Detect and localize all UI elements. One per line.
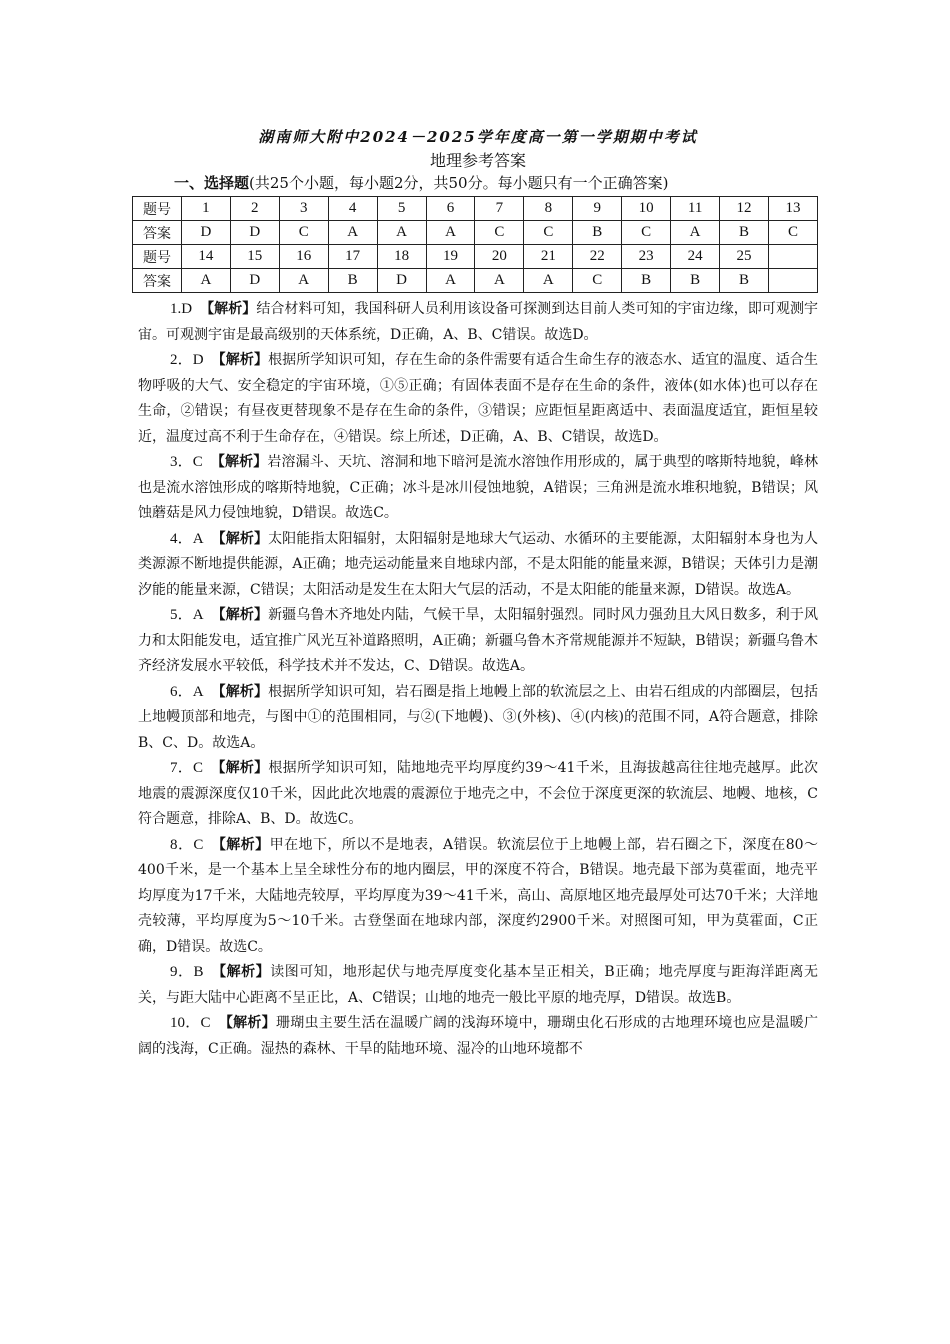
explanation-answer: 1.D xyxy=(170,301,193,317)
question-number-row xyxy=(133,245,818,269)
explanation-text: 根据所学知识可知，岩石圈是指上地幔上部的软流层之上、由岩石组成的内部圈层，包括上地幔顶部和地壳，与图中①的范围相同，与②(下地幔)、③(外核)、④(内核)的范围不同，A符合题意，排除B、C、D。故选A。 xyxy=(138,683,819,751)
answer-row xyxy=(133,269,818,293)
section-heading-note: (共25个小题，每小题2分，共50分。每小题只有一个正确答案) xyxy=(249,174,669,192)
explanation-answer: 3．C xyxy=(170,454,203,470)
question-number-cell: 1 xyxy=(181,197,230,221)
explanation-answer: 6．A xyxy=(170,683,204,700)
question-number-cell: 12 xyxy=(720,197,769,221)
question-number-cell xyxy=(768,245,817,269)
question-number-row xyxy=(133,197,818,221)
answer-cell: B xyxy=(720,269,769,293)
explanation-tag: 【解析】 xyxy=(211,760,269,776)
answer-cell: A xyxy=(426,269,475,293)
answer-cell: C xyxy=(524,221,573,245)
row-label-cell: 答案 xyxy=(133,221,182,245)
question-number-cell: 22 xyxy=(573,245,622,269)
explanation-item xyxy=(138,348,818,450)
row-label-cell: 题号 xyxy=(133,197,182,221)
answer-cell: A xyxy=(181,269,230,293)
explanation-tag: 【解析】 xyxy=(218,1015,276,1031)
question-number-cell: 8 xyxy=(524,197,573,221)
answer-cell: A xyxy=(279,269,328,293)
answer-cell: A xyxy=(328,221,377,245)
explanation-text: 结合材料可知，我国科研人员利用该设备可探测到达目前人类可知的宇宙边缘，即可观测宇宙。可观测宇宙是最高级别的天体系统，D正确，A、B、C错误。故选D。 xyxy=(138,301,818,343)
question-number-cell: 15 xyxy=(230,245,279,269)
explanation-answer: 4．A xyxy=(170,530,204,547)
answer-cell: B xyxy=(573,221,622,245)
answer-cell xyxy=(768,269,817,293)
answer-cell: A xyxy=(377,221,426,245)
explanation-text: 根据所学知识可知，存在生命的条件需要有适合生命生存的液态水、适宜的温度、适合生物呼吸的大气、安全稳定的宇宙环境，①⑤正确；有固体表面不是存在生命的条件，液体(如水体)也可以存在生命，②错误；有昼夜更替现象不是存在生命的条件，③错误；应距恒星距离适中、表面温度适宜，距恒星较近，温度过高不利于生命存在，④错误。综上所述，D正确，A、B、C错误，故选D。 xyxy=(138,352,819,445)
answer-cell: C xyxy=(573,269,622,293)
question-number-cell: 20 xyxy=(475,245,524,269)
answer-cell: D xyxy=(377,269,426,293)
explanation-item xyxy=(138,297,818,348)
explanation-answer: 2．D xyxy=(170,352,204,368)
explanation-item xyxy=(138,756,818,833)
answer-cell: B xyxy=(328,269,377,293)
explanation-answer: 8．C xyxy=(170,836,204,853)
question-number-cell: 17 xyxy=(328,245,377,269)
question-number-cell: 16 xyxy=(279,245,328,269)
explanation-tag: 【解析】 xyxy=(210,454,268,470)
answer-cell: A xyxy=(475,269,524,293)
explanation-text: 甲在地下，所以不是地表，A错误。软流层位于上地幔上部，岩石圈之下，深度在80～400千米，是一个基本上呈全球性分布的地内圈层，甲的深度不符合，B错误。地壳最下部为莫霍面，地壳平均厚度为17千米，大陆地壳较厚，平均厚度为39～41千米，高山、高原地区地壳最厚处可达70千米；大洋地壳较薄，平均厚度为5～10千米。古登堡面在地球内部，深度约2900千米。对照图可知，甲为莫霍面，C正确，D错误。故选C。 xyxy=(138,836,819,955)
explanation-text: 太阳能指太阳辐射，太阳辐射是地球大气运动、水循环的主要能源，太阳辐射本身也为人类源源不断地提供能源，A正确；地壳运动能量来自地球内部，不是太阳能的能量来源，B错误；天体引力是潮汐能的能量来源，C错误；太阳活动是发生在太阳大气层的活动，不是太阳能的能量来源，D错误。故选A。 xyxy=(138,530,819,598)
question-number-cell: 21 xyxy=(524,245,573,269)
explanation-item xyxy=(138,833,818,961)
document-subtitle: 地理参考答案 xyxy=(429,151,526,170)
answer-cell: A xyxy=(524,269,573,293)
section-heading xyxy=(174,172,818,194)
answer-cell: D xyxy=(230,269,279,293)
question-number-cell: 3 xyxy=(279,197,328,221)
question-number-cell: 25 xyxy=(720,245,769,269)
explanation-text: 珊瑚虫主要生活在温暖广阔的浅海环境中，珊瑚虫化石形成的古地理环境也应是温暖广阔的浅海，C正确。湿热的森林、干旱的陆地环境、湿冷的山地环境都不 xyxy=(138,1015,819,1057)
explanation-tag: 【解析】 xyxy=(211,352,269,368)
answer-cell: A xyxy=(671,221,720,245)
answer-table xyxy=(132,196,818,293)
explanation-item xyxy=(138,960,818,1011)
document-title: 湖南师大附中2024－2025学年度高一第一学期期中考试 xyxy=(258,128,698,146)
answer-cell: D xyxy=(181,221,230,245)
explanation-text: 根据所学知识可知，陆地地壳平均厚度约39～41千米，且海拔越高往往地壳越厚。此次地震的震源深度仅10千米，因此此次地震的震源位于地壳之中，不会位于深度更深的软流层、地幔、地核，C符合题意，排除A、B、D。故选C。 xyxy=(138,760,818,827)
explanation-item xyxy=(138,450,818,527)
answer-cell: A xyxy=(426,221,475,245)
explanation-tag: 【解析】 xyxy=(211,836,270,853)
explanation-text: 读图可知，地形起伏与地壳厚度变化基本呈正相关，B正确；地壳厚度与距海洋距离无关，与距大陆中心距离不呈正比，A、C错误；山地的地壳一般比平原的地壳厚，D错误。故选B。 xyxy=(138,964,818,1006)
explanation-tag: 【解析】 xyxy=(211,964,271,980)
explanation-item xyxy=(138,1011,818,1062)
explanation-answer: 9．B xyxy=(170,964,204,980)
question-number-cell: 7 xyxy=(475,197,524,221)
explanation-answer: 5．A xyxy=(170,607,204,623)
question-number-cell: 19 xyxy=(426,245,475,269)
answer-cell: B xyxy=(622,269,671,293)
question-number-cell: 24 xyxy=(671,245,720,269)
explanation-tag: 【解析】 xyxy=(211,683,269,700)
answer-cell: D xyxy=(230,221,279,245)
explanation-text: 新疆乌鲁木齐地处内陆，气候干旱，太阳辐射强烈。同时风力强劲且大风日数多，利于风力和太阳能发电，适宜推广风光互补道路照明，A正确；新疆乌鲁木齐常规能源并不短缺，B错误；新疆乌鲁木齐经济发展水平较低，科学技术并不发达，C、D错误。故选A。 xyxy=(138,607,819,674)
explanation-text: 岩溶漏斗、天坑、溶洞和地下暗河是流水溶蚀作用形成的，属于典型的喀斯特地貌，峰林也是流水溶蚀形成的喀斯特地貌，C正确；冰斗是冰川侵蚀地貌，A错误；三角洲是流水堆积地貌，B错误；风蚀蘑菇是风力侵蚀地貌，D错误。故选C。 xyxy=(138,454,818,521)
question-number-cell: 18 xyxy=(377,245,426,269)
question-number-cell: 13 xyxy=(768,197,817,221)
explanation-tag: 【解析】 xyxy=(211,530,269,547)
explanation-tag: 【解析】 xyxy=(211,607,269,623)
question-number-cell: 11 xyxy=(671,197,720,221)
answer-cell: C xyxy=(475,221,524,245)
explanation-item xyxy=(138,603,818,680)
answer-cell: C xyxy=(622,221,671,245)
row-label-cell: 题号 xyxy=(133,245,182,269)
answer-cell: B xyxy=(671,269,720,293)
explanation-item xyxy=(138,680,818,757)
answer-cell: B xyxy=(720,221,769,245)
question-number-cell: 6 xyxy=(426,197,475,221)
question-number-cell: 5 xyxy=(377,197,426,221)
answer-row xyxy=(133,221,818,245)
explanation-answer: 10．C xyxy=(170,1015,211,1031)
explanation-item xyxy=(138,527,818,604)
question-number-cell: 23 xyxy=(622,245,671,269)
explanation-tag: 【解析】 xyxy=(200,301,257,317)
answer-cell: C xyxy=(279,221,328,245)
question-number-cell: 10 xyxy=(622,197,671,221)
answer-document xyxy=(138,126,818,1062)
section-heading-label: 一、选择题 xyxy=(174,174,250,192)
explanation-answer: 7．C xyxy=(170,760,204,776)
question-number-cell: 4 xyxy=(328,197,377,221)
explanations-list xyxy=(138,297,818,1062)
answer-cell: C xyxy=(768,221,817,245)
row-label-cell: 答案 xyxy=(133,269,182,293)
question-number-cell: 2 xyxy=(230,197,279,221)
question-number-cell: 9 xyxy=(573,197,622,221)
question-number-cell: 14 xyxy=(181,245,230,269)
